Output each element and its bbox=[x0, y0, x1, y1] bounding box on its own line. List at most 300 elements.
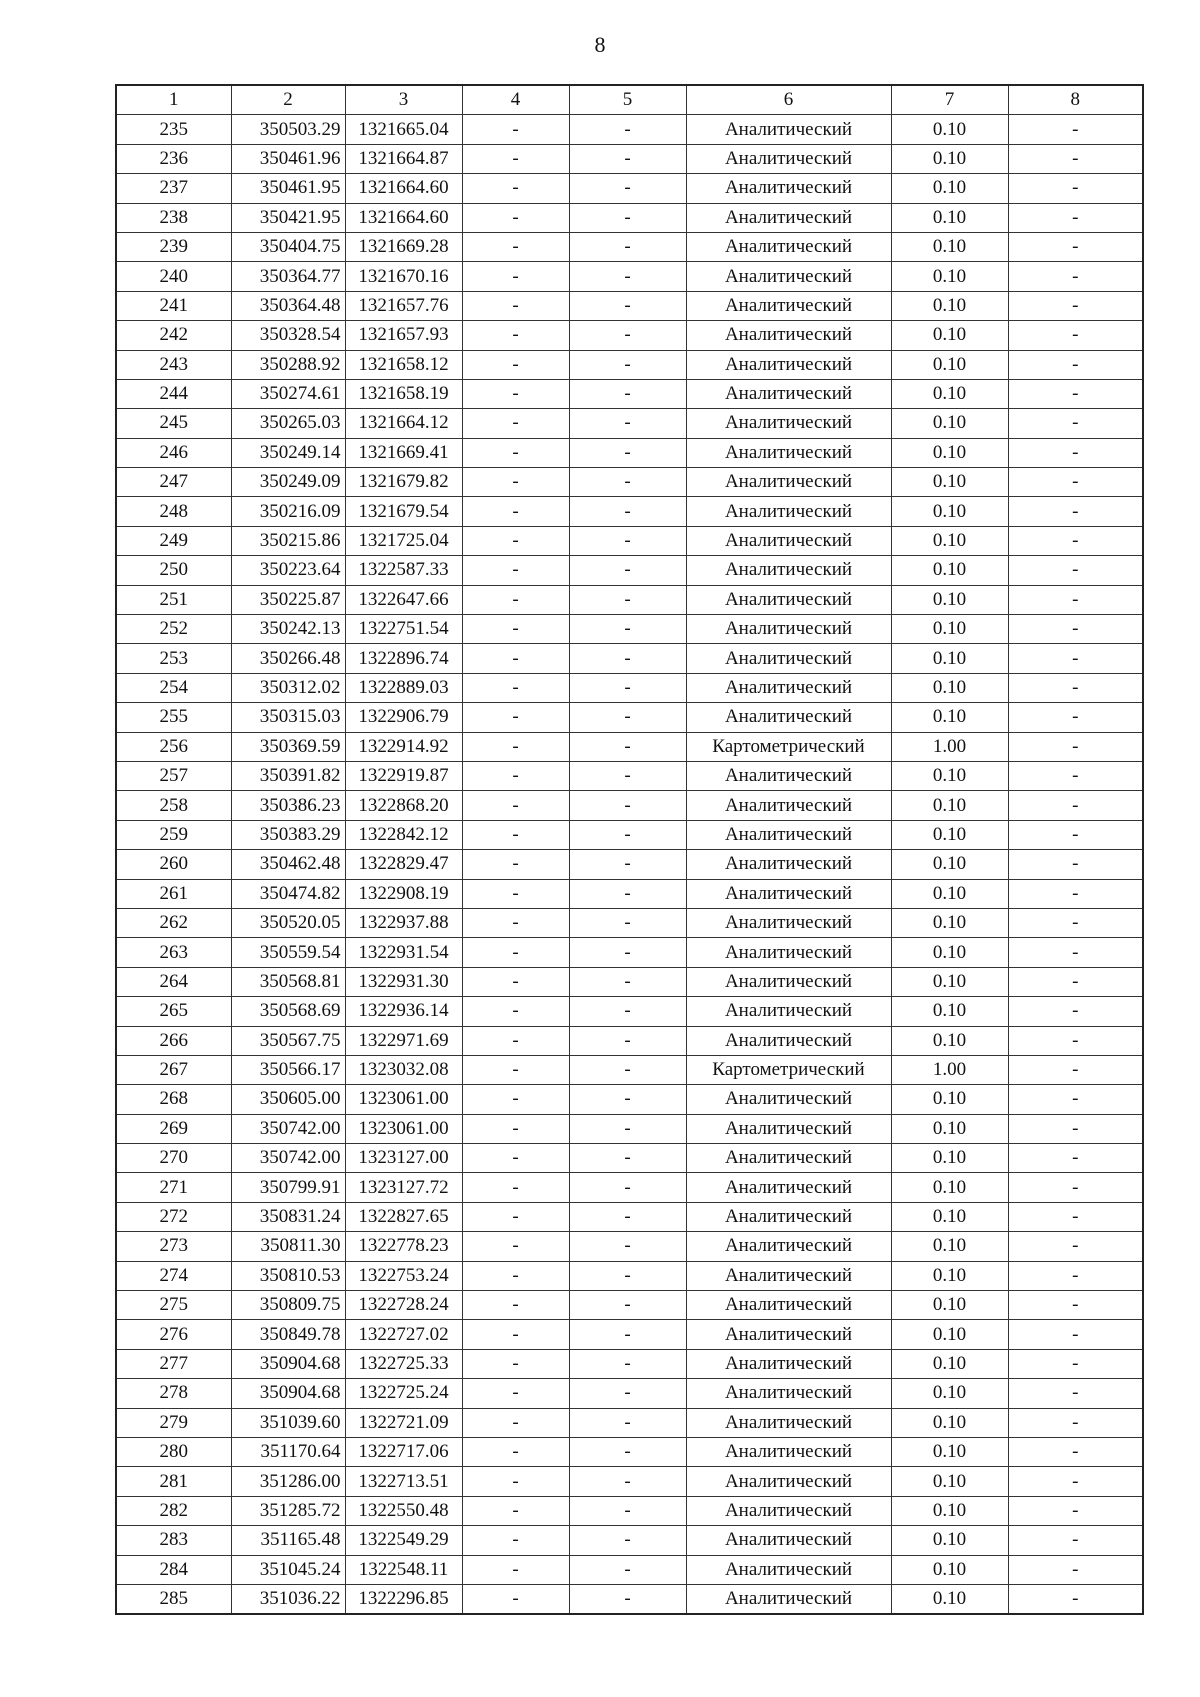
y-coordinate-cell: 1323032.08 bbox=[345, 1055, 462, 1084]
y-coordinate-cell: 1322906.79 bbox=[345, 703, 462, 732]
accuracy-cell: 0.10 bbox=[891, 556, 1008, 585]
column-8-cell: - bbox=[1008, 732, 1143, 761]
column-8-cell: - bbox=[1008, 1320, 1143, 1349]
column-4-cell: - bbox=[462, 967, 569, 996]
column-8-cell: - bbox=[1008, 908, 1143, 937]
accuracy-cell: 0.10 bbox=[891, 908, 1008, 937]
accuracy-cell: 0.10 bbox=[891, 879, 1008, 908]
point-number-cell: 249 bbox=[116, 526, 231, 555]
accuracy-cell: 0.10 bbox=[891, 1526, 1008, 1555]
x-coordinate-cell: 350811.30 bbox=[231, 1232, 345, 1261]
x-coordinate-cell: 350566.17 bbox=[231, 1055, 345, 1084]
table-row bbox=[116, 732, 1143, 761]
column-8-cell: - bbox=[1008, 938, 1143, 967]
y-coordinate-cell: 1321664.87 bbox=[345, 144, 462, 173]
column-5-cell: - bbox=[569, 556, 686, 585]
table-row bbox=[116, 203, 1143, 232]
column-4-cell: - bbox=[462, 115, 569, 144]
table-row bbox=[116, 791, 1143, 820]
column-5-cell: - bbox=[569, 497, 686, 526]
accuracy-cell: 0.10 bbox=[891, 350, 1008, 379]
column-4-cell: - bbox=[462, 1173, 569, 1202]
y-coordinate-cell: 1321664.60 bbox=[345, 203, 462, 232]
table-row bbox=[116, 1320, 1143, 1349]
column-5-cell: - bbox=[569, 409, 686, 438]
table-row bbox=[116, 850, 1143, 879]
coordinates-table bbox=[115, 84, 1144, 1615]
accuracy-cell: 0.10 bbox=[891, 174, 1008, 203]
column-4-cell: - bbox=[462, 321, 569, 350]
method-cell: Аналитический bbox=[686, 1379, 891, 1408]
method-cell: Аналитический bbox=[686, 1320, 891, 1349]
column-8-cell: - bbox=[1008, 850, 1143, 879]
column-8-cell: - bbox=[1008, 703, 1143, 732]
point-number-cell: 239 bbox=[116, 232, 231, 261]
method-cell: Аналитический bbox=[686, 820, 891, 849]
method-cell: Аналитический bbox=[686, 1144, 891, 1173]
y-coordinate-cell: 1323127.00 bbox=[345, 1144, 462, 1173]
column-8-cell: - bbox=[1008, 997, 1143, 1026]
y-coordinate-cell: 1322549.29 bbox=[345, 1526, 462, 1555]
column-8-cell: - bbox=[1008, 820, 1143, 849]
point-number-cell: 254 bbox=[116, 673, 231, 702]
x-coordinate-cell: 350265.03 bbox=[231, 409, 345, 438]
column-4-cell: - bbox=[462, 379, 569, 408]
y-coordinate-cell: 1322721.09 bbox=[345, 1408, 462, 1437]
x-coordinate-cell: 351285.72 bbox=[231, 1496, 345, 1525]
table-row bbox=[116, 908, 1143, 937]
method-cell: Аналитический bbox=[686, 497, 891, 526]
column-5-cell: - bbox=[569, 1144, 686, 1173]
x-coordinate-cell: 350223.64 bbox=[231, 556, 345, 585]
x-coordinate-cell: 350567.75 bbox=[231, 1026, 345, 1055]
method-cell: Аналитический bbox=[686, 1291, 891, 1320]
column-4-cell: - bbox=[462, 1291, 569, 1320]
y-coordinate-cell: 1321658.12 bbox=[345, 350, 462, 379]
table-row bbox=[116, 703, 1143, 732]
accuracy-cell: 0.10 bbox=[891, 497, 1008, 526]
method-cell: Аналитический bbox=[686, 203, 891, 232]
table-row bbox=[116, 379, 1143, 408]
accuracy-cell: 1.00 bbox=[891, 1055, 1008, 1084]
accuracy-cell: 0.10 bbox=[891, 1467, 1008, 1496]
y-coordinate-cell: 1321669.41 bbox=[345, 438, 462, 467]
accuracy-cell: 0.10 bbox=[891, 232, 1008, 261]
column-4-cell: - bbox=[462, 850, 569, 879]
column-8-cell: - bbox=[1008, 1437, 1143, 1466]
point-number-cell: 260 bbox=[116, 850, 231, 879]
x-coordinate-cell: 350520.05 bbox=[231, 908, 345, 937]
column-5-cell: - bbox=[569, 174, 686, 203]
column-4-cell: - bbox=[462, 232, 569, 261]
column-4-cell: - bbox=[462, 1320, 569, 1349]
column-4-cell: - bbox=[462, 438, 569, 467]
accuracy-cell: 0.10 bbox=[891, 1349, 1008, 1378]
point-number-cell: 265 bbox=[116, 997, 231, 1026]
x-coordinate-cell: 350312.02 bbox=[231, 673, 345, 702]
column-8-cell: - bbox=[1008, 1584, 1143, 1614]
point-number-cell: 277 bbox=[116, 1349, 231, 1378]
column-4-cell: - bbox=[462, 938, 569, 967]
column-5-cell: - bbox=[569, 115, 686, 144]
y-coordinate-cell: 1322548.11 bbox=[345, 1555, 462, 1584]
column-8-cell: - bbox=[1008, 1261, 1143, 1290]
column-8-cell: - bbox=[1008, 350, 1143, 379]
method-cell: Аналитический bbox=[686, 1026, 891, 1055]
accuracy-cell: 0.10 bbox=[891, 144, 1008, 173]
column-4-cell: - bbox=[462, 791, 569, 820]
x-coordinate-cell: 350831.24 bbox=[231, 1202, 345, 1231]
table-row bbox=[116, 1555, 1143, 1584]
accuracy-cell: 0.10 bbox=[891, 526, 1008, 555]
point-number-cell: 275 bbox=[116, 1291, 231, 1320]
column-5-cell: - bbox=[569, 967, 686, 996]
column-4-cell: - bbox=[462, 1379, 569, 1408]
method-cell: Аналитический bbox=[686, 556, 891, 585]
y-coordinate-cell: 1322896.74 bbox=[345, 644, 462, 673]
column-8-cell: - bbox=[1008, 497, 1143, 526]
x-coordinate-cell: 350315.03 bbox=[231, 703, 345, 732]
x-coordinate-cell: 350249.14 bbox=[231, 438, 345, 467]
point-number-cell: 263 bbox=[116, 938, 231, 967]
x-coordinate-cell: 350799.91 bbox=[231, 1173, 345, 1202]
column-5-cell: - bbox=[569, 615, 686, 644]
column-8-cell: - bbox=[1008, 1526, 1143, 1555]
header-cell-8: 8 bbox=[1008, 85, 1143, 115]
column-5-cell: - bbox=[569, 1379, 686, 1408]
accuracy-cell: 0.10 bbox=[891, 1320, 1008, 1349]
point-number-cell: 257 bbox=[116, 761, 231, 790]
y-coordinate-cell: 1322931.54 bbox=[345, 938, 462, 967]
column-5-cell: - bbox=[569, 1496, 686, 1525]
x-coordinate-cell: 350249.09 bbox=[231, 468, 345, 497]
y-coordinate-cell: 1323127.72 bbox=[345, 1173, 462, 1202]
column-4-cell: - bbox=[462, 820, 569, 849]
method-cell: Аналитический bbox=[686, 703, 891, 732]
table-row bbox=[116, 644, 1143, 673]
table-row bbox=[116, 526, 1143, 555]
column-5-cell: - bbox=[569, 379, 686, 408]
method-cell: Аналитический bbox=[686, 1261, 891, 1290]
accuracy-cell: 0.10 bbox=[891, 967, 1008, 996]
x-coordinate-cell: 350742.00 bbox=[231, 1114, 345, 1143]
column-8-cell: - bbox=[1008, 379, 1143, 408]
column-4-cell: - bbox=[462, 1555, 569, 1584]
accuracy-cell: 0.10 bbox=[891, 938, 1008, 967]
y-coordinate-cell: 1322753.24 bbox=[345, 1261, 462, 1290]
column-8-cell: - bbox=[1008, 526, 1143, 555]
method-cell: Аналитический bbox=[686, 232, 891, 261]
accuracy-cell: 0.10 bbox=[891, 1555, 1008, 1584]
column-4-cell: - bbox=[462, 1202, 569, 1231]
column-8-cell: - bbox=[1008, 468, 1143, 497]
table-row bbox=[116, 1173, 1143, 1202]
table-row bbox=[116, 938, 1143, 967]
x-coordinate-cell: 350369.59 bbox=[231, 732, 345, 761]
column-8-cell: - bbox=[1008, 262, 1143, 291]
column-8-cell: - bbox=[1008, 644, 1143, 673]
column-5-cell: - bbox=[569, 761, 686, 790]
accuracy-cell: 0.10 bbox=[891, 1291, 1008, 1320]
table-row bbox=[116, 1379, 1143, 1408]
method-cell: Аналитический bbox=[686, 938, 891, 967]
point-number-cell: 258 bbox=[116, 791, 231, 820]
accuracy-cell: 0.10 bbox=[891, 379, 1008, 408]
x-coordinate-cell: 350904.68 bbox=[231, 1379, 345, 1408]
column-5-cell: - bbox=[569, 644, 686, 673]
method-cell: Аналитический bbox=[686, 673, 891, 702]
method-cell: Аналитический bbox=[686, 321, 891, 350]
column-5-cell: - bbox=[569, 1114, 686, 1143]
table-row bbox=[116, 174, 1143, 203]
method-cell: Картометрический bbox=[686, 1055, 891, 1084]
method-cell: Аналитический bbox=[686, 791, 891, 820]
point-number-cell: 259 bbox=[116, 820, 231, 849]
point-number-cell: 268 bbox=[116, 1085, 231, 1114]
table-row bbox=[116, 1496, 1143, 1525]
accuracy-cell: 0.10 bbox=[891, 1261, 1008, 1290]
table-row bbox=[116, 820, 1143, 849]
y-coordinate-cell: 1322971.69 bbox=[345, 1026, 462, 1055]
table-row bbox=[116, 879, 1143, 908]
accuracy-cell: 0.10 bbox=[891, 1173, 1008, 1202]
table-row bbox=[116, 967, 1143, 996]
column-5-cell: - bbox=[569, 820, 686, 849]
x-coordinate-cell: 350474.82 bbox=[231, 879, 345, 908]
method-cell: Аналитический bbox=[686, 144, 891, 173]
column-8-cell: - bbox=[1008, 879, 1143, 908]
point-number-cell: 278 bbox=[116, 1379, 231, 1408]
method-cell: Аналитический bbox=[686, 879, 891, 908]
point-number-cell: 252 bbox=[116, 615, 231, 644]
y-coordinate-cell: 1321679.54 bbox=[345, 497, 462, 526]
column-5-cell: - bbox=[569, 1085, 686, 1114]
table-row bbox=[116, 1584, 1143, 1614]
column-4-cell: - bbox=[462, 908, 569, 937]
y-coordinate-cell: 1322725.33 bbox=[345, 1349, 462, 1378]
column-8-cell: - bbox=[1008, 1555, 1143, 1584]
column-8-cell: - bbox=[1008, 1085, 1143, 1114]
accuracy-cell: 0.10 bbox=[891, 791, 1008, 820]
column-5-cell: - bbox=[569, 1202, 686, 1231]
column-4-cell: - bbox=[462, 497, 569, 526]
column-5-cell: - bbox=[569, 1467, 686, 1496]
column-4-cell: - bbox=[462, 1114, 569, 1143]
x-coordinate-cell: 350461.95 bbox=[231, 174, 345, 203]
table-row bbox=[116, 321, 1143, 350]
y-coordinate-cell: 1322889.03 bbox=[345, 673, 462, 702]
table-row bbox=[116, 556, 1143, 585]
point-number-cell: 281 bbox=[116, 1467, 231, 1496]
column-8-cell: - bbox=[1008, 1232, 1143, 1261]
table-row bbox=[116, 615, 1143, 644]
table-row bbox=[116, 144, 1143, 173]
point-number-cell: 269 bbox=[116, 1114, 231, 1143]
x-coordinate-cell: 350242.13 bbox=[231, 615, 345, 644]
point-number-cell: 247 bbox=[116, 468, 231, 497]
column-5-cell: - bbox=[569, 850, 686, 879]
accuracy-cell: 0.10 bbox=[891, 262, 1008, 291]
accuracy-cell: 0.10 bbox=[891, 468, 1008, 497]
column-5-cell: - bbox=[569, 1526, 686, 1555]
table-row bbox=[116, 761, 1143, 790]
column-8-cell: - bbox=[1008, 1026, 1143, 1055]
table-body bbox=[116, 115, 1143, 1614]
column-4-cell: - bbox=[462, 1437, 569, 1466]
column-8-cell: - bbox=[1008, 1467, 1143, 1496]
accuracy-cell: 0.10 bbox=[891, 673, 1008, 702]
point-number-cell: 236 bbox=[116, 144, 231, 173]
x-coordinate-cell: 350383.29 bbox=[231, 820, 345, 849]
header-cell-7: 7 bbox=[891, 85, 1008, 115]
accuracy-cell: 0.10 bbox=[891, 850, 1008, 879]
point-number-cell: 246 bbox=[116, 438, 231, 467]
column-5-cell: - bbox=[569, 526, 686, 555]
point-number-cell: 255 bbox=[116, 703, 231, 732]
y-coordinate-cell: 1321670.16 bbox=[345, 262, 462, 291]
column-8-cell: - bbox=[1008, 1202, 1143, 1231]
header-cell-5: 5 bbox=[569, 85, 686, 115]
column-5-cell: - bbox=[569, 438, 686, 467]
column-5-cell: - bbox=[569, 673, 686, 702]
column-8-cell: - bbox=[1008, 556, 1143, 585]
accuracy-cell: 0.10 bbox=[891, 585, 1008, 614]
accuracy-cell: 0.10 bbox=[891, 1496, 1008, 1525]
accuracy-cell: 0.10 bbox=[891, 1026, 1008, 1055]
x-coordinate-cell: 350742.00 bbox=[231, 1144, 345, 1173]
column-8-cell: - bbox=[1008, 1055, 1143, 1084]
column-5-cell: - bbox=[569, 1437, 686, 1466]
column-5-cell: - bbox=[569, 585, 686, 614]
column-8-cell: - bbox=[1008, 1173, 1143, 1202]
method-cell: Аналитический bbox=[686, 262, 891, 291]
x-coordinate-cell: 350364.48 bbox=[231, 291, 345, 320]
column-4-cell: - bbox=[462, 997, 569, 1026]
point-number-cell: 266 bbox=[116, 1026, 231, 1055]
y-coordinate-cell: 1321679.82 bbox=[345, 468, 462, 497]
method-cell: Аналитический bbox=[686, 468, 891, 497]
method-cell: Аналитический bbox=[686, 526, 891, 555]
column-8-cell: - bbox=[1008, 1349, 1143, 1378]
point-number-cell: 284 bbox=[116, 1555, 231, 1584]
point-number-cell: 267 bbox=[116, 1055, 231, 1084]
point-number-cell: 248 bbox=[116, 497, 231, 526]
x-coordinate-cell: 350288.92 bbox=[231, 350, 345, 379]
column-5-cell: - bbox=[569, 1173, 686, 1202]
point-number-cell: 244 bbox=[116, 379, 231, 408]
table-row bbox=[116, 997, 1143, 1026]
x-coordinate-cell: 351039.60 bbox=[231, 1408, 345, 1437]
column-5-cell: - bbox=[569, 232, 686, 261]
point-number-cell: 251 bbox=[116, 585, 231, 614]
column-5-cell: - bbox=[569, 203, 686, 232]
accuracy-cell: 0.10 bbox=[891, 761, 1008, 790]
column-4-cell: - bbox=[462, 409, 569, 438]
y-coordinate-cell: 1322725.24 bbox=[345, 1379, 462, 1408]
accuracy-cell: 0.10 bbox=[891, 409, 1008, 438]
page-number: 8 bbox=[594, 32, 606, 57]
column-4-cell: - bbox=[462, 1584, 569, 1614]
y-coordinate-cell: 1322717.06 bbox=[345, 1437, 462, 1466]
table-row bbox=[116, 468, 1143, 497]
point-number-cell: 253 bbox=[116, 644, 231, 673]
column-5-cell: - bbox=[569, 1261, 686, 1290]
column-5-cell: - bbox=[569, 732, 686, 761]
column-5-cell: - bbox=[569, 1026, 686, 1055]
y-coordinate-cell: 1322931.30 bbox=[345, 967, 462, 996]
table-row bbox=[116, 1026, 1143, 1055]
method-cell: Аналитический bbox=[686, 1349, 891, 1378]
accuracy-cell: 0.10 bbox=[891, 820, 1008, 849]
method-cell: Аналитический bbox=[686, 1114, 891, 1143]
accuracy-cell: 0.10 bbox=[891, 1584, 1008, 1614]
column-8-cell: - bbox=[1008, 1144, 1143, 1173]
column-4-cell: - bbox=[462, 174, 569, 203]
column-4-cell: - bbox=[462, 761, 569, 790]
column-8-cell: - bbox=[1008, 321, 1143, 350]
method-cell: Аналитический bbox=[686, 409, 891, 438]
accuracy-cell: 0.10 bbox=[891, 115, 1008, 144]
accuracy-cell: 0.10 bbox=[891, 438, 1008, 467]
method-cell: Аналитический bbox=[686, 1232, 891, 1261]
accuracy-cell: 0.10 bbox=[891, 1202, 1008, 1231]
column-8-cell: - bbox=[1008, 438, 1143, 467]
accuracy-cell: 0.10 bbox=[891, 1085, 1008, 1114]
accuracy-cell: 0.10 bbox=[891, 1232, 1008, 1261]
method-cell: Аналитический bbox=[686, 438, 891, 467]
accuracy-cell: 0.10 bbox=[891, 1437, 1008, 1466]
accuracy-cell: 0.10 bbox=[891, 1379, 1008, 1408]
column-5-cell: - bbox=[569, 938, 686, 967]
column-8-cell: - bbox=[1008, 673, 1143, 702]
header-cell-6: 6 bbox=[686, 85, 891, 115]
column-5-cell: - bbox=[569, 703, 686, 732]
table-row bbox=[116, 1291, 1143, 1320]
y-coordinate-cell: 1322296.85 bbox=[345, 1584, 462, 1614]
column-5-cell: - bbox=[569, 1349, 686, 1378]
y-coordinate-cell: 1322778.23 bbox=[345, 1232, 462, 1261]
method-cell: Аналитический bbox=[686, 908, 891, 937]
point-number-cell: 270 bbox=[116, 1144, 231, 1173]
point-number-cell: 276 bbox=[116, 1320, 231, 1349]
column-8-cell: - bbox=[1008, 174, 1143, 203]
x-coordinate-cell: 351165.48 bbox=[231, 1526, 345, 1555]
column-8-cell: - bbox=[1008, 615, 1143, 644]
y-coordinate-cell: 1322550.48 bbox=[345, 1496, 462, 1525]
y-coordinate-cell: 1321664.12 bbox=[345, 409, 462, 438]
x-coordinate-cell: 350568.69 bbox=[231, 997, 345, 1026]
x-coordinate-cell: 351170.64 bbox=[231, 1437, 345, 1466]
y-coordinate-cell: 1322914.92 bbox=[345, 732, 462, 761]
column-4-cell: - bbox=[462, 350, 569, 379]
y-coordinate-cell: 1322829.47 bbox=[345, 850, 462, 879]
method-cell: Аналитический bbox=[686, 615, 891, 644]
y-coordinate-cell: 1322936.14 bbox=[345, 997, 462, 1026]
y-coordinate-cell: 1321665.04 bbox=[345, 115, 462, 144]
column-8-cell: - bbox=[1008, 1291, 1143, 1320]
column-5-cell: - bbox=[569, 144, 686, 173]
point-number-cell: 242 bbox=[116, 321, 231, 350]
x-coordinate-cell: 350462.48 bbox=[231, 850, 345, 879]
accuracy-cell: 0.10 bbox=[891, 203, 1008, 232]
x-coordinate-cell: 350274.61 bbox=[231, 379, 345, 408]
table-row bbox=[116, 1055, 1143, 1084]
accuracy-cell: 0.10 bbox=[891, 703, 1008, 732]
column-4-cell: - bbox=[462, 673, 569, 702]
x-coordinate-cell: 350364.77 bbox=[231, 262, 345, 291]
x-coordinate-cell: 350503.29 bbox=[231, 115, 345, 144]
accuracy-cell: 1.00 bbox=[891, 732, 1008, 761]
